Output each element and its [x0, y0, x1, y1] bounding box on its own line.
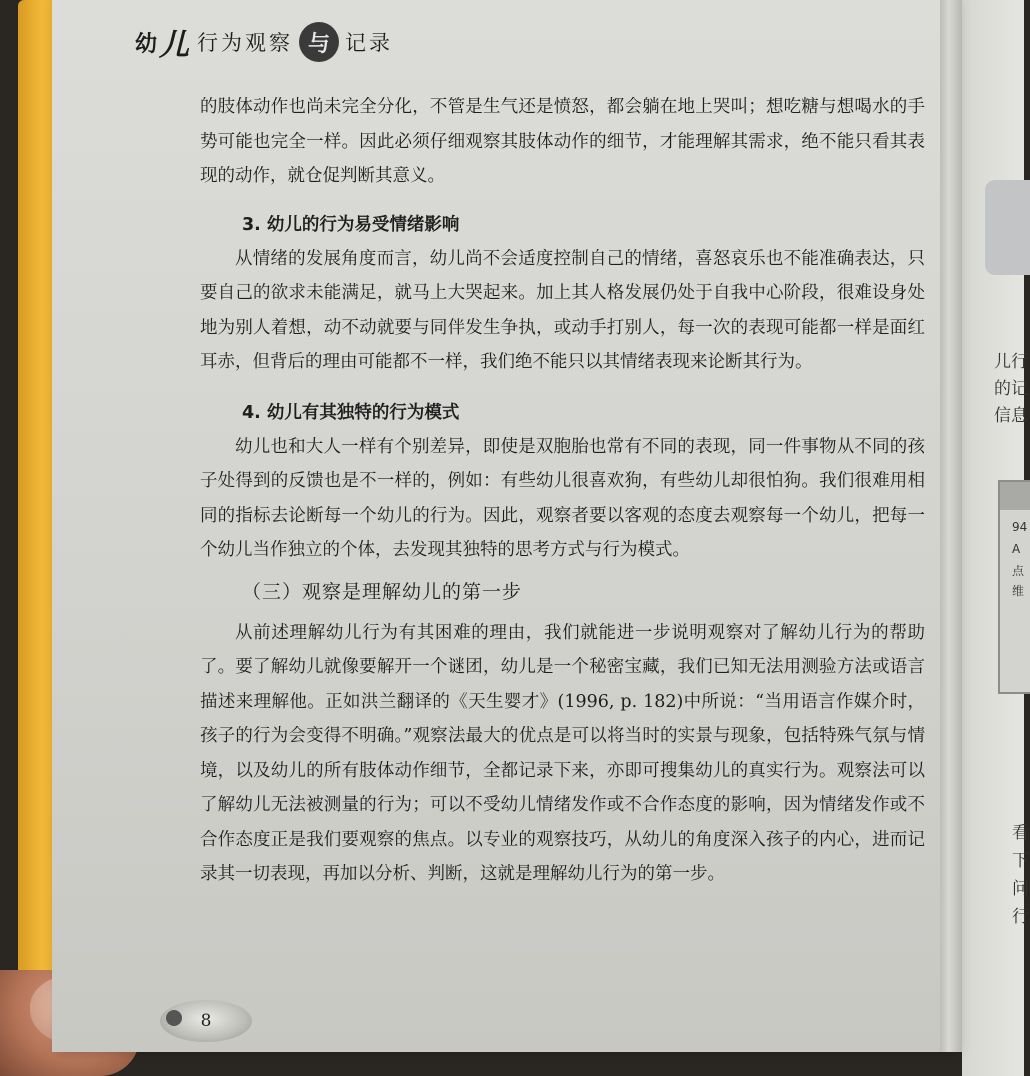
subsection-heading: （三）观察是理解幼儿的第一步 — [242, 580, 523, 603]
page-gutter — [940, 0, 962, 1052]
header-logo-char: 幼 — [135, 31, 158, 57]
right-page-fragment: 问 — [1012, 879, 1029, 899]
section-heading: 3. 幼儿的行为易受情绪影响 — [242, 214, 460, 235]
right-page-fragment: 维 — [1012, 584, 1025, 598]
header-title: 记录 — [345, 31, 394, 55]
right-page-fragment: 儿行 — [994, 352, 1028, 372]
right-page-fragment: 的记 — [994, 379, 1028, 399]
page-body — [200, 90, 925, 892]
page-number-text: 8 — [200, 1011, 212, 1031]
section-heading: 4. 幼儿有其独特的行为模式 — [242, 402, 460, 423]
page-number — [160, 1000, 252, 1042]
right-page-fragment: A — [1012, 542, 1021, 556]
right-page-table-header — [1000, 482, 1030, 510]
right-page-fragment: 94 — [1012, 520, 1028, 534]
header-logo-char: 儿 — [159, 28, 190, 63]
running-header — [135, 20, 393, 64]
header-circle-badge: 与 — [299, 22, 339, 62]
right-page-fragment: 看 — [1012, 823, 1029, 843]
right-page-fragment: 信息 — [994, 406, 1028, 426]
body-paragraph: 幼儿也和大人一样有个别差异，即使是双胞胎也常有不同的表现，同一件事物从不同的孩子处得到的反馈也是不一样的，例如：有些幼儿很喜欢狗，有些幼儿却很怕狗。我们很难用相同的指标去论断每一个幼儿的行为。因此，观察者要以客观的态度去观察每一个幼儿，把每一个幼儿当作独立的个体，去发现其独特的思考方式与行为模式。 — [200, 436, 925, 560]
right-page-fragment: 行 — [1012, 907, 1029, 927]
body-paragraph: 的肢体动作也尚未完全分化，不管是生气还是愤怒，都会躺在地上哭叫；想吃糖与想喝水的手势可能也完全一样。因此必须仔细观察其肢体动作的细节，才能理解其需求，绝不能只看其表现的动作，就仓促判断其意义。 — [200, 97, 925, 186]
header-title: 行为观察 — [197, 31, 294, 55]
right-page-sidebar-box — [985, 180, 1030, 275]
body-paragraph: 从情绪的发展角度而言，幼儿尚不会适度控制自己的情绪，喜怒哀乐也不能准确表达，只要自己的欲求未能满足，就马上大哭起来。加上其人格发展仍处于自我中心阶段，很难设身处地为别人着想，动不动就要与同伴发生争执，或动手打别人，每一次的表现可能都一样是面红耳赤，但背后的理由可能都不一样，我们绝不能只以其情绪表现来论断其行为。 — [200, 248, 925, 372]
body-paragraph: 从前述理解幼儿行为有其困难的理由，我们就能进一步说明观察对了解幼儿行为的帮助了。要了解幼儿就像要解开一个谜团，幼儿是一个秘密宝藏，我们已知无法用测验方法或语言描述来理解他。正如洪兰翻译的《天生婴才》(1996, p. 182)中所说：“当用语言作媒介时，孩子的行为会变得不明确。”观察法最大的优点是可以将当时的实景与现象，包括特殊气氛与情境，以及幼儿的所有肢体动作细节，全都记录下来，亦即可搜集幼儿的真实行为。观察法可以了解幼儿无法被测量的行为；可以不受幼儿情绪发作或不合作态度的影响，因为情绪发作或不合作态度正是我们要观察的焦点。以专业的观察技巧，从幼儿的角度深入孩子的内心，进而记录其一切表现，再加以分析、判断，这就是理解幼儿行为的第一步。 — [200, 622, 925, 884]
right-page-fragment: 下 — [1012, 851, 1029, 871]
right-page-fragment: 点 — [1012, 564, 1025, 578]
